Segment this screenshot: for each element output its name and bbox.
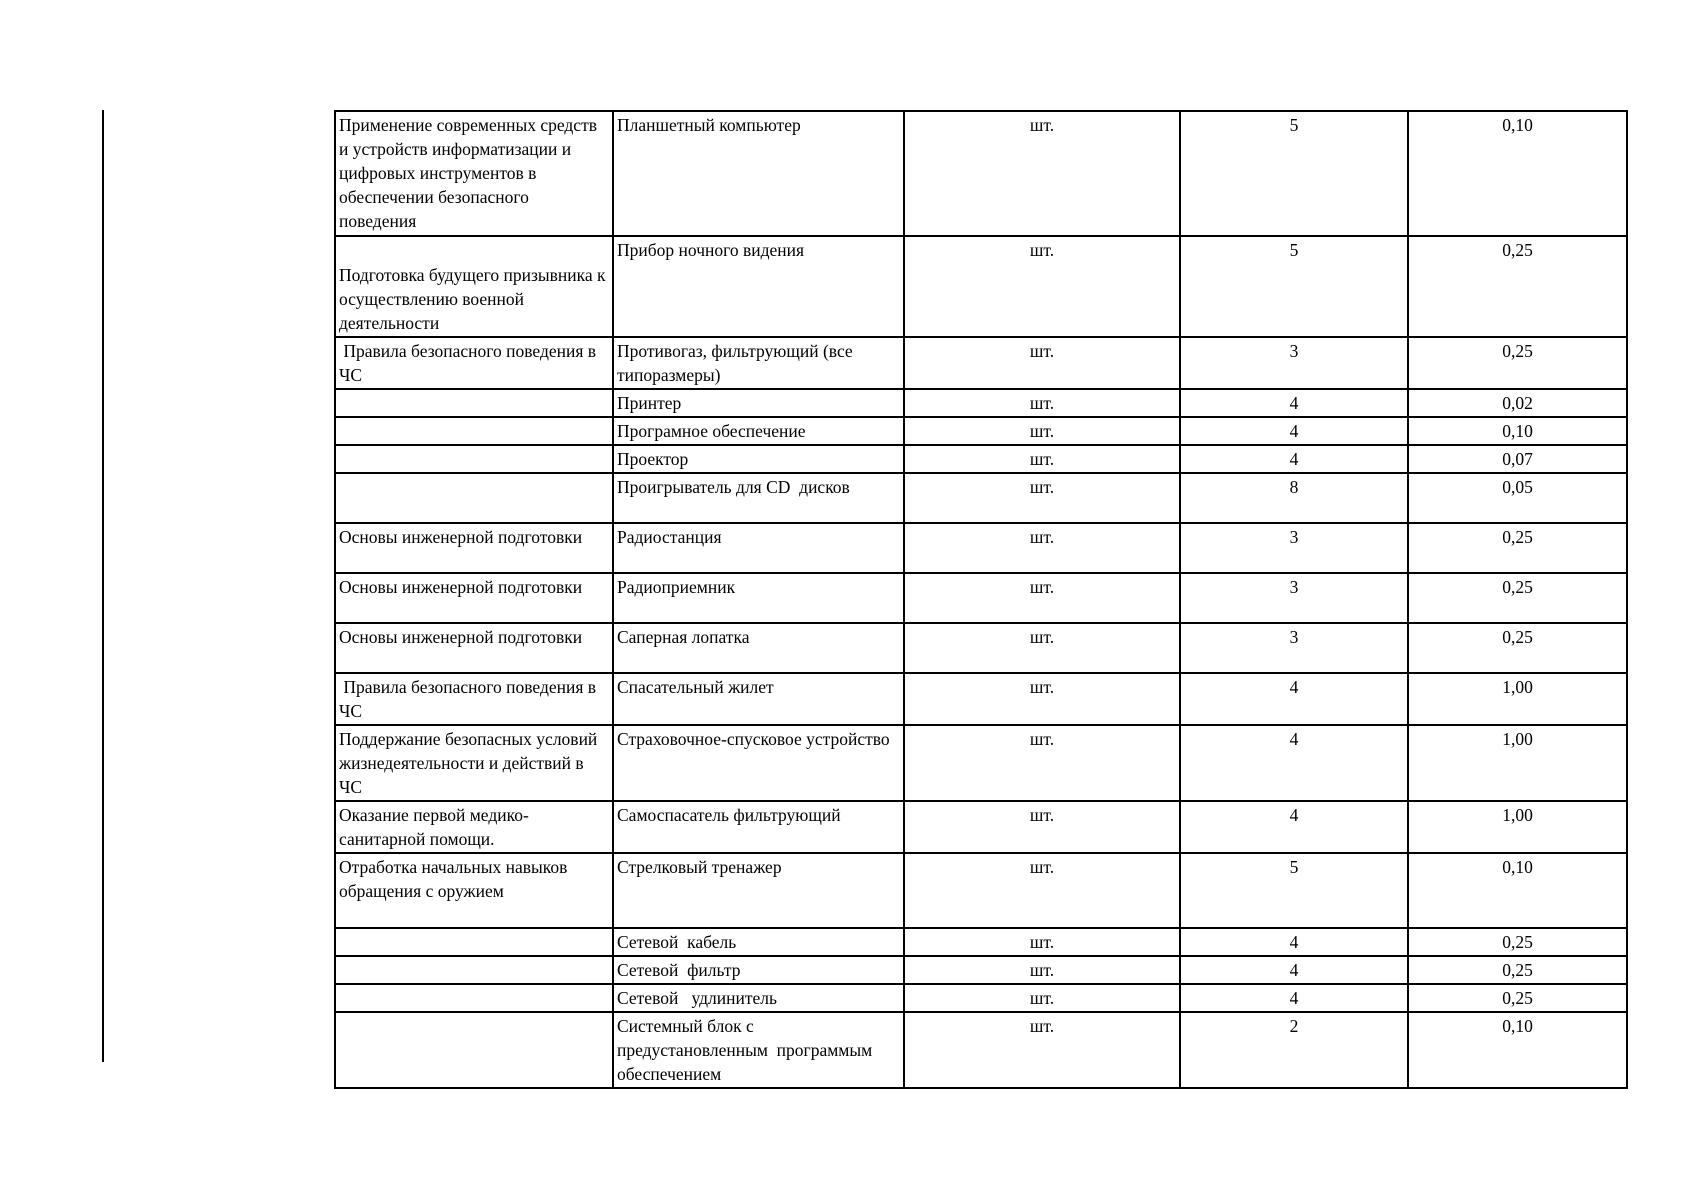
unit-cell: шт. [904,337,1180,389]
norm-cell: 1,00 [1408,801,1627,853]
item-name-cell: Страховочное-спусковое устройство [613,725,904,801]
quantity-cell: 8 [1180,473,1408,523]
table-row [335,956,1627,984]
topic-cell: Правила безопасного поведения в ЧС [335,673,613,725]
norm-cell: 0,25 [1408,337,1627,389]
topic-cell: Применение современных средств и устройств информатизации и цифровых инструментов в обеспечении безопасного поведения [335,111,613,236]
quantity-cell: 4 [1180,801,1408,853]
left-margin-rule [102,110,104,1062]
table-row [335,573,1627,623]
topic-cell [335,956,613,984]
item-name-cell: Саперная лопатка [613,623,904,673]
table-row [335,445,1627,473]
norm-cell: 0,25 [1408,984,1627,1012]
item-name-cell: Сетевой фильтр [613,956,904,984]
quantity-cell: 4 [1180,389,1408,417]
item-name-cell: Принтер [613,389,904,417]
quantity-cell: 4 [1180,984,1408,1012]
topic-cell: Подготовка будущего призывника к осуществлению военной деятельности [335,236,613,337]
item-name-cell: Самоспасатель фильтрующий [613,801,904,853]
item-name-cell: Планшетный компьютер [613,111,904,236]
norm-cell: 1,00 [1408,725,1627,801]
topic-cell [335,1012,613,1088]
quantity-cell: 3 [1180,623,1408,673]
table-row [335,389,1627,417]
topic-cell: Основы инженерной подготовки [335,523,613,573]
unit-cell: шт. [904,445,1180,473]
table-row [335,111,1627,236]
item-name-cell: Спасательный жилет [613,673,904,725]
norm-cell: 1,00 [1408,673,1627,725]
table-row [335,673,1627,725]
table-row [335,984,1627,1012]
item-name-cell: Стрелковый тренажер [613,853,904,928]
table-row [335,853,1627,928]
item-name-cell: Прибор ночного видения [613,236,904,337]
topic-cell: Поддержание безопасных условий жизнедеятельности и действий в ЧС [335,725,613,801]
quantity-cell: 4 [1180,417,1408,445]
unit-cell: шт. [904,673,1180,725]
norm-cell: 0,25 [1408,523,1627,573]
item-name-cell: Проектор [613,445,904,473]
quantity-cell: 4 [1180,928,1408,956]
norm-cell: 0,25 [1408,928,1627,956]
unit-cell: шт. [904,236,1180,337]
unit-cell: шт. [904,956,1180,984]
norm-cell: 0,25 [1408,573,1627,623]
item-name-cell: Програмное обеспечение [613,417,904,445]
norm-cell: 0,02 [1408,389,1627,417]
topic-cell [335,417,613,445]
item-name-cell: Сетевой кабель [613,928,904,956]
unit-cell: шт. [904,623,1180,673]
unit-cell: шт. [904,389,1180,417]
norm-cell: 0,07 [1408,445,1627,473]
item-name-cell: Радиоприемник [613,573,904,623]
quantity-cell: 4 [1180,956,1408,984]
item-name-cell: Сетевой удлинитель [613,984,904,1012]
norm-cell: 0,10 [1408,1012,1627,1088]
quantity-cell: 3 [1180,573,1408,623]
table-row [335,236,1627,337]
unit-cell: шт. [904,928,1180,956]
unit-cell: шт. [904,725,1180,801]
table-row [335,473,1627,523]
norm-cell: 0,25 [1408,236,1627,337]
unit-cell: шт. [904,111,1180,236]
table-row [335,1012,1627,1088]
topic-cell [335,445,613,473]
table-row [335,523,1627,573]
topic-cell: Правила безопасного поведения в ЧС [335,337,613,389]
topic-cell [335,928,613,956]
topic-cell [335,473,613,523]
unit-cell: шт. [904,473,1180,523]
unit-cell: шт. [904,417,1180,445]
equipment-table [334,110,1628,1089]
topic-cell: Оказание первой медико-санитарной помощи. [335,801,613,853]
unit-cell: шт. [904,573,1180,623]
topic-cell [335,984,613,1012]
unit-cell: шт. [904,853,1180,928]
quantity-cell: 3 [1180,337,1408,389]
quantity-cell: 3 [1180,523,1408,573]
quantity-cell: 4 [1180,673,1408,725]
norm-cell: 0,05 [1408,473,1627,523]
unit-cell: шт. [904,801,1180,853]
quantity-cell: 5 [1180,853,1408,928]
norm-cell: 0,25 [1408,623,1627,673]
item-name-cell: Проигрыватель для CD дисков [613,473,904,523]
topic-cell: Отработка начальных навыков обращения с оружием [335,853,613,928]
norm-cell: 0,10 [1408,417,1627,445]
norm-cell: 0,25 [1408,956,1627,984]
item-name-cell: Противогаз, фильтрующий (все типоразмеры) [613,337,904,389]
topic-cell: Основы инженерной подготовки [335,573,613,623]
norm-cell: 0,10 [1408,111,1627,236]
topic-cell [335,389,613,417]
unit-cell: шт. [904,1012,1180,1088]
norm-cell: 0,10 [1408,853,1627,928]
table-row [335,623,1627,673]
item-name-cell: Системный блок с предустановленным программым обеспечением [613,1012,904,1088]
table-row [335,801,1627,853]
table-row [335,337,1627,389]
quantity-cell: 4 [1180,725,1408,801]
unit-cell: шт. [904,523,1180,573]
table-row [335,928,1627,956]
unit-cell: шт. [904,984,1180,1012]
item-name-cell: Радиостанция [613,523,904,573]
quantity-cell: 5 [1180,111,1408,236]
topic-cell: Основы инженерной подготовки [335,623,613,673]
table-row [335,417,1627,445]
quantity-cell: 4 [1180,445,1408,473]
quantity-cell: 2 [1180,1012,1408,1088]
table-row [335,725,1627,801]
quantity-cell: 5 [1180,236,1408,337]
